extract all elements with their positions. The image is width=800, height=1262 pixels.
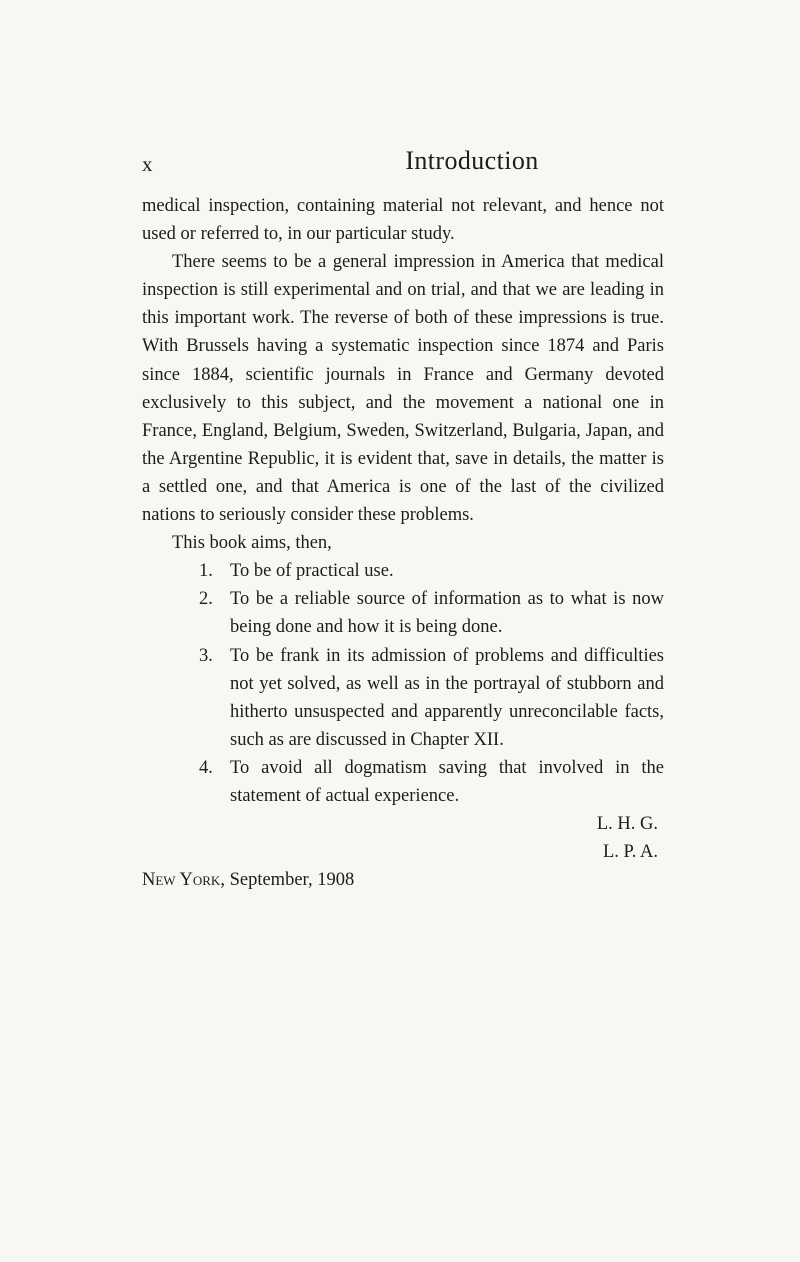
list-number: 4. (199, 757, 213, 778)
author-initials (142, 810, 664, 866)
list-number: 3. (199, 645, 213, 666)
list-number: 1. (199, 561, 213, 582)
list-text: To be frank in its admission of problems and difficulties not yet solved, as well as in the portrayal of stubborn and hitherto unsuspected and apparently unreconcilable facts, such as are discussed in Chapter XII. (230, 645, 664, 750)
date: , September, 1908 (220, 870, 355, 891)
list-text: To be a reliable source of information as to what is now being done and how it is being done. (230, 589, 664, 638)
list-number: 2. (199, 589, 213, 610)
body-text (142, 192, 664, 894)
paragraph: medical inspection, containing material not relevant, and hence not used or referred to, in our particular study. (142, 196, 664, 245)
paragraph: There seems to be a general impression in America that medical inspection is still experimental and on trial, and that we are leading in this important work. The reverse of both of these impressions is true. With Brussels having a systematic inspection since 1874 and Paris since 1884, scientific journals in France and Germany devoted exclusively to this subject, and the movement a national one in France, England, Belgium, Sweden, Switzerland, Bulgaria, Japan, and the Argentine Republic, it is evident that, save in details, the matter is a settled one, and that America is one of the last of the civilized nations to seriously consider these problems. (142, 252, 664, 526)
list-text: To be of practical use. (230, 561, 394, 582)
aims-list (142, 557, 664, 810)
author-initials-line: L. H. G. (596, 814, 658, 835)
place: New York (142, 870, 221, 891)
chapter-title: Introduction (405, 146, 539, 175)
place-date-line (142, 866, 664, 894)
running-head (142, 146, 662, 182)
list-text: To avoid all dogmatism saving that involved in the statement of actual experience. (230, 757, 664, 806)
author-initials-line: L. P. A. (602, 842, 658, 863)
paragraph: This book aims, then, (172, 533, 332, 554)
list-item (142, 585, 664, 641)
list-item (142, 642, 664, 754)
list-item (142, 557, 664, 585)
list-item (142, 754, 664, 810)
page-number: x (142, 152, 153, 176)
